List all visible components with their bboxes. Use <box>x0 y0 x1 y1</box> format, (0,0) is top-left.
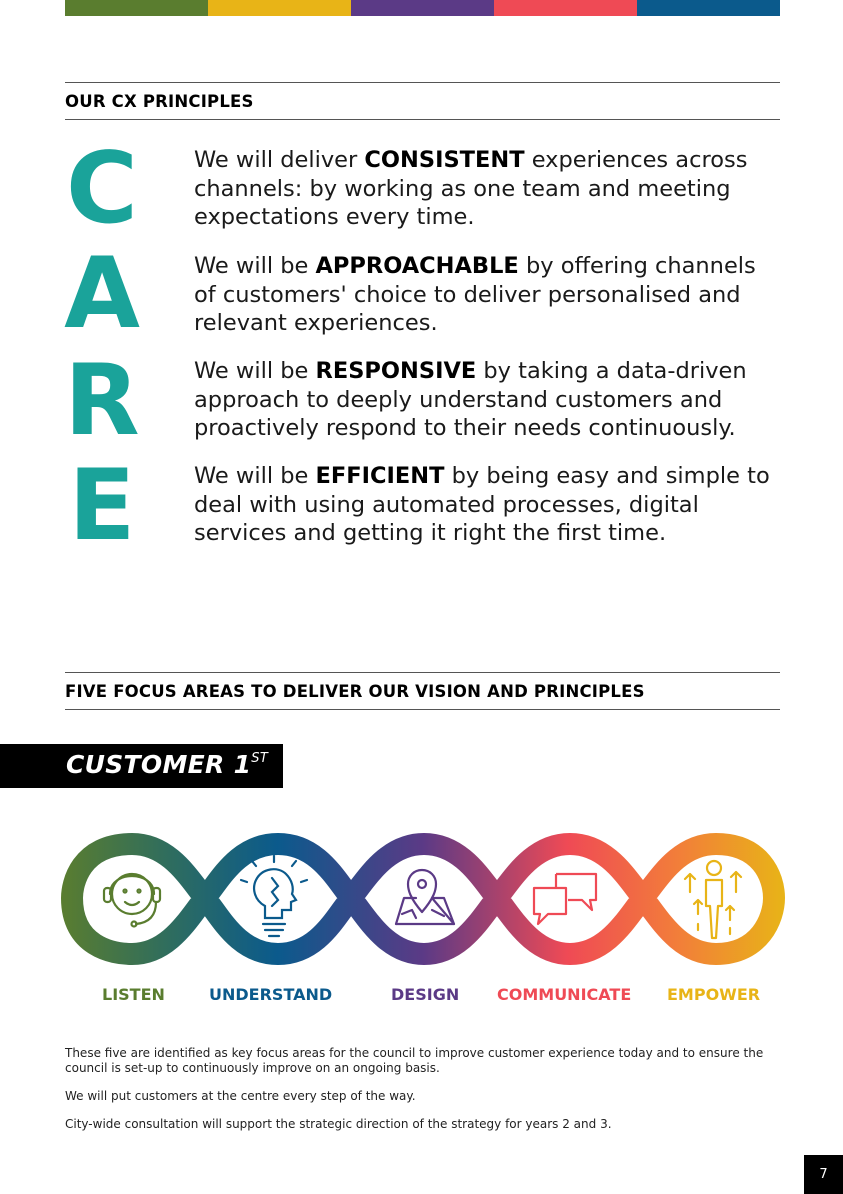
principles-title: OUR CX PRINCIPLES <box>65 92 254 111</box>
principle-lead: We will deliver <box>194 147 365 173</box>
divider-line <box>65 119 780 120</box>
principle-keyword: RESPONSIVE <box>315 358 477 384</box>
lightbulb-head-icon <box>241 856 307 936</box>
speech-bubbles-icon <box>534 874 596 924</box>
divider-line <box>65 672 780 673</box>
consultation-statement: City-wide consultation will support the strategic direction of the strategy for years 2 and 3. <box>65 1117 612 1131</box>
focus-label-empower: EMPOWER <box>667 985 761 1004</box>
principle-responsive <box>194 357 784 443</box>
care-letter-r: R <box>64 344 140 458</box>
color-bar-purple <box>351 0 494 16</box>
principle-rest: by being easy and simple to deal with using automated processes, digital services and getting it right the first time. <box>194 463 770 546</box>
focus-areas-description: These five are identified as key focus areas for the council to improve customer experience today and to ensure the council is set-up to continuously improve on an ongoing basis. <box>65 1046 764 1075</box>
principle-lead: We will be <box>194 358 316 384</box>
person-arrows-icon <box>685 861 741 938</box>
principle-keyword: EFFICIENT <box>315 463 445 489</box>
focus-label-design: DESIGN <box>391 985 460 1004</box>
principle-approachable <box>194 252 784 338</box>
customers-centre-statement: We will put customers at the centre every step of the way. <box>65 1089 416 1103</box>
focus-label-understand: UNDERSTAND <box>209 985 333 1004</box>
principle-rest: experiences across channels: by working as one team and meeting expectations every time. <box>194 147 748 230</box>
focus-label-listen: LISTEN <box>102 985 165 1004</box>
care-letter-c: C <box>66 132 138 246</box>
focus-areas-loop-graphic <box>60 826 785 976</box>
principle-lead: We will be <box>194 463 316 489</box>
principle-efficient <box>194 462 784 548</box>
color-bar-red <box>494 0 637 16</box>
customer-first-badge <box>0 744 283 788</box>
principle-keyword: CONSISTENT <box>364 147 525 173</box>
care-letter-a: A <box>64 237 140 351</box>
focus-label-communicate: COMMUNICATE <box>497 985 632 1004</box>
color-bar-green <box>65 0 208 16</box>
badge-main-text: CUSTOMER 1 <box>66 750 252 779</box>
principle-keyword: APPROACHABLE <box>315 253 519 279</box>
care-letter-e: E <box>68 449 136 563</box>
map-pin-icon <box>396 870 454 924</box>
page-number: 7 <box>804 1155 843 1194</box>
loop-path <box>72 844 774 954</box>
principle-lead: We will be <box>194 253 316 279</box>
headset-person-icon <box>104 874 160 927</box>
badge-superscript: ST <box>251 750 269 766</box>
principle-consistent <box>194 146 784 232</box>
divider-line <box>65 709 780 710</box>
top-color-bar <box>65 0 780 16</box>
divider-line <box>65 82 780 83</box>
customer-first-text <box>66 750 268 779</box>
color-bar-yellow <box>208 0 351 16</box>
focus-areas-title: FIVE FOCUS AREAS TO DELIVER OUR VISION AND PRINCIPLES <box>65 682 645 701</box>
color-bar-blue <box>637 0 780 16</box>
principle-rest: by offering channels of customers' choice to deliver personalised and relevant experiences. <box>194 253 756 336</box>
principle-rest: by taking a data-driven approach to deeply understand customers and proactively respond to their needs continuously. <box>194 358 747 441</box>
